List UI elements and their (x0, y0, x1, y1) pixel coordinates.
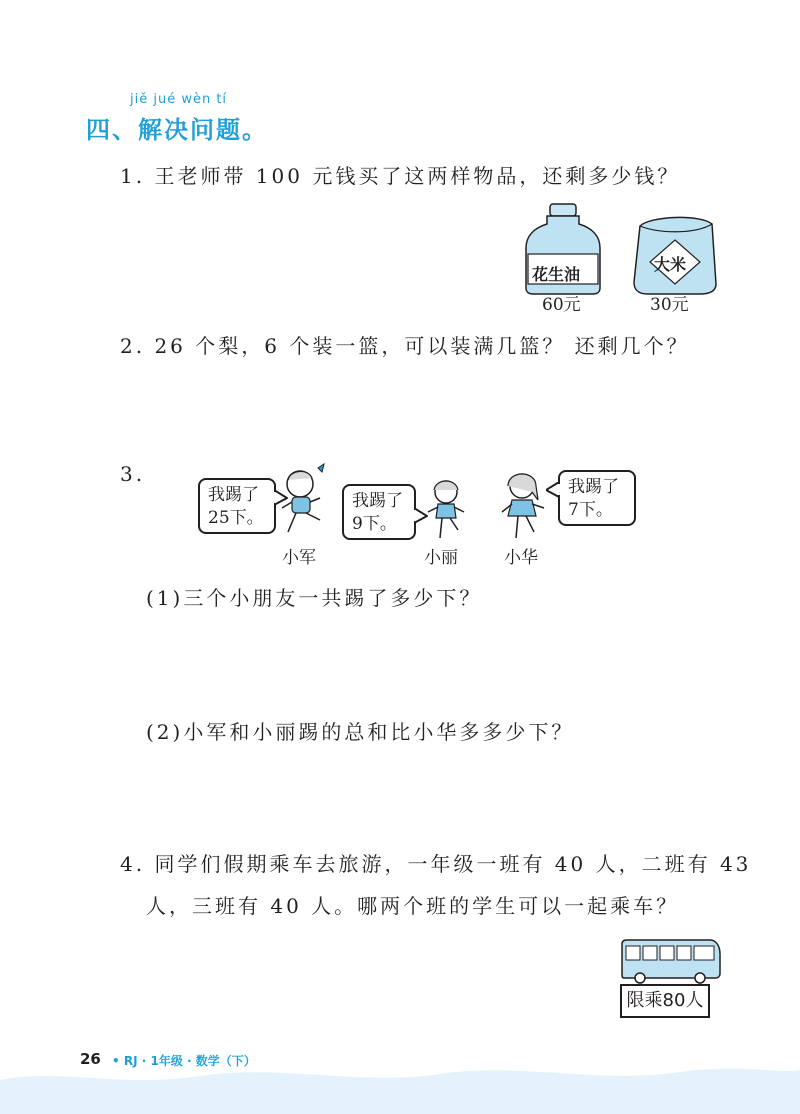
question-4-line2: 人，三班有 40 人。哪两个班的学生可以一起乘车？ (146, 894, 680, 918)
rice-bag-label: 大米 (654, 255, 687, 274)
page-number: 26 (80, 1050, 101, 1068)
name-xiaojun: 小军 (282, 548, 316, 568)
bubble-line: 我踢了 (568, 477, 619, 497)
question-3-sub1: (1)三个小朋友一共踢了多少下？ (146, 586, 483, 610)
bubble-count: 9下。 (352, 514, 397, 534)
boy-kicking-shuttlecock-icon (276, 462, 336, 542)
rice-price: 30元 (650, 295, 689, 315)
name-xiaohua: 小华 (504, 548, 538, 568)
bus-icon (618, 938, 722, 984)
speech-bubble-xiaohua (558, 470, 636, 526)
oil-bottle-label: 花生油 (532, 265, 581, 284)
bubble-line: 我踢了 (208, 485, 259, 505)
question-4-line1: 4. 同学们假期乘车去旅游，一年级一班有 40 人，二班有 43 (120, 852, 752, 876)
question-3-number: 3. (120, 462, 146, 486)
bus-capacity-sign: 限乘80人 (620, 984, 710, 1018)
question-3-sub2: (2)小军和小丽踢的总和比小华多多少下？ (146, 720, 575, 744)
bubble-count: 7下。 (568, 500, 613, 520)
bubble-count: 25下。 (208, 508, 264, 528)
speech-bubble-xiaojun (198, 478, 276, 534)
girl-kicking-shuttlecock-icon (422, 474, 472, 542)
footer-book-info: • RJ · 1年级 · 数学（下） (112, 1054, 256, 1068)
question-1-text: 1. 王老师带 100 元钱买了这两样物品，还剩多少钱？ (120, 164, 681, 188)
question-2-text: 2. 26 个梨，6 个装一篮，可以装满几篮？ 还剩几个？ (120, 334, 690, 358)
name-xiaoli: 小丽 (424, 548, 458, 568)
oil-price: 60元 (542, 295, 581, 315)
section-title: 四、解决问题。 (86, 116, 268, 144)
speech-bubble-xiaoli (342, 484, 416, 540)
section-pinyin: jiě jué wèn tí (130, 92, 228, 107)
bubble-line: 我踢了 (352, 491, 403, 511)
girl2-kicking-shuttlecock-icon (496, 466, 552, 542)
